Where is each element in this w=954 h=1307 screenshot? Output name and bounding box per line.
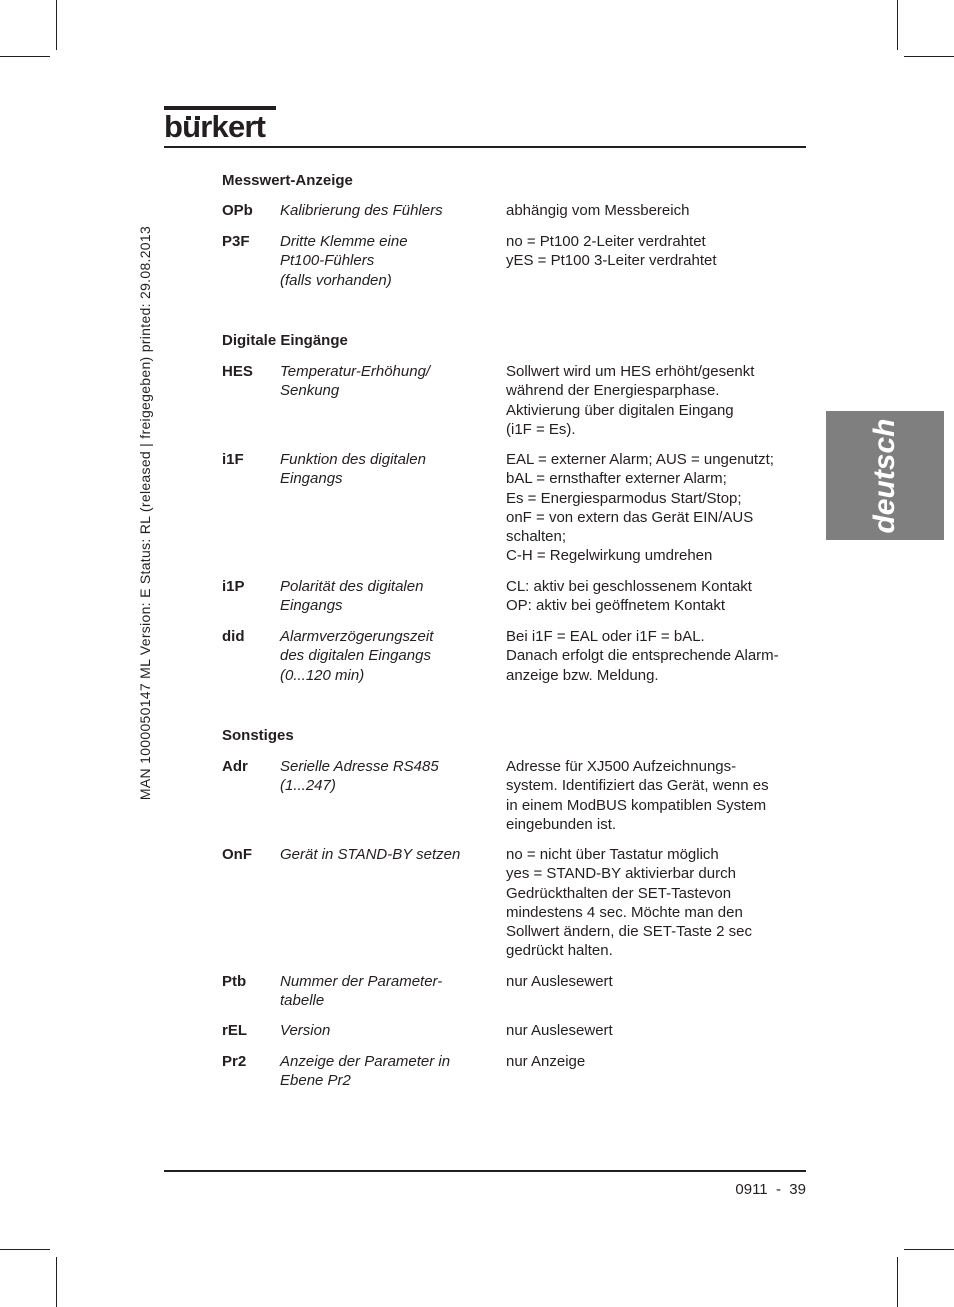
description-line: (0...120 min) [280,666,365,684]
value-line: EAL = externer Alarm; AUS = ungenutzt; [506,451,774,468]
document-status-note: MAN 1000050147 ML Version: E Status: RL (released | freigegeben) printed: 29.08.2013 [137,225,153,801]
parameter-description [280,757,495,796]
parameter-code: P3F [222,233,250,250]
description-line: Anzeige der Parameter in [280,1053,451,1070]
section-title: Sonstiges [222,727,294,744]
value-line: Danach erfolgt die entsprechende Alarm- [506,647,779,665]
parameter-code: did [222,628,245,645]
description-line: (falls vorhanden) [280,271,392,289]
value-line: Adresse für XJ500 Aufzeichnungs- [506,758,737,775]
description-line: Senkung [280,382,340,400]
parameter-value [506,362,806,439]
parameter-description [280,577,495,616]
description-line: Eingangs [280,470,343,488]
crop-mark [897,1257,898,1307]
value-line: (i1F = Es). [506,420,576,438]
parameter-description [280,232,495,290]
value-line: anzeige bzw. Meldung. [506,666,659,684]
crop-mark [56,1257,57,1307]
value-line: yES = Pt100 3-Leiter verdrahtet [506,252,717,270]
section-title: Messwert-Anzeige [222,172,353,189]
parameter-code: rEL [222,1022,248,1039]
value-line: onF = von extern das Gerät EIN/AUS [506,508,754,526]
header-rule [164,146,806,148]
language-tab-label: deutsch [868,417,901,534]
value-line: yes = STAND-BY aktivierbar durch [506,865,736,883]
description-line: Nummer der Parameter- [280,973,443,990]
parameter-value [506,972,806,991]
crop-mark [0,1249,50,1250]
parameter-code: i1P [222,578,245,595]
value-line: nur Anzeige [506,1053,586,1070]
value-line: gedrückt halten. [506,942,613,960]
parameter-code: OPb [222,202,253,219]
logo-glyphs [164,106,276,140]
crop-mark [904,56,954,57]
description-line: tabelle [280,992,325,1010]
value-line: mindestens 4 sec. Möchte man den [506,903,743,921]
parameter-value [506,577,806,616]
value-line: bAL = ernsthafter externer Alarm; [506,470,727,488]
value-line: schalten; [506,528,567,546]
value-line: während der Energiesparphase. [506,382,720,400]
burkert-logo [164,106,276,140]
description-line: Serielle Adresse RS485 [280,758,439,775]
description-line: Kalibrierung des Fühlers [280,202,443,219]
parameter-code: Pr2 [222,1053,247,1070]
parameter-value [506,1021,806,1040]
description-line: Funktion des digitalen [280,451,426,468]
value-line: system. Identifiziert das Gerät, wenn es [506,777,769,795]
parameter-code: OnF [222,846,252,863]
parameter-code: i1F [222,451,244,468]
description-line: Temperatur-Erhöhung/ [280,363,431,380]
description-line: Version [280,1022,331,1039]
value-line: no = nicht über Tastatur möglich [506,846,719,863]
parameter-value [506,627,806,685]
parameter-description [280,845,495,864]
description-line: Ebene Pr2 [280,1072,351,1090]
value-line: Es = Energiesparmodus Start/Stop; [506,489,742,507]
description-line: Polarität des digitalen [280,578,424,595]
value-line: eingebunden ist. [506,815,617,833]
crop-mark [56,0,57,50]
description-line: Eingangs [280,597,343,615]
value-line: Sollwert ändern, die SET-Taste 2 sec [506,923,752,941]
parameter-value [506,232,806,271]
parameter-description [280,627,495,685]
crop-mark [904,1249,954,1250]
language-tab [826,411,944,540]
parameter-description [280,450,495,489]
crop-mark [0,56,50,57]
parameter-value [506,201,806,220]
value-line: nur Auslesewert [506,1022,613,1039]
footer-rule [164,1170,806,1172]
crop-mark [897,0,898,50]
svg-text:burkert: burkert [164,109,266,140]
value-line: nur Auslesewert [506,973,613,990]
parameter-value [506,1052,806,1071]
value-line: Gedrückthalten der SET-Tastevon [506,884,732,902]
description-line: Gerät in STAND-BY setzen [280,846,461,863]
value-line: OP: aktiv bei geöffnetem Kontakt [506,597,726,615]
description-line: des digitalen Eingangs [280,647,431,665]
value-line: Aktivierung über digitalen Eingang [506,401,734,419]
parameter-code: Adr [222,758,248,775]
parameter-description [280,1052,495,1091]
page-number: 0911 - 39 [735,1181,806,1198]
parameter-value [506,450,806,566]
section-title: Digitale Eingänge [222,332,348,349]
value-line: abhängig vom Messbereich [506,202,690,219]
parameter-description [280,1021,495,1040]
description-line: Alarmverzögerungszeit [280,628,434,645]
value-line: no = Pt100 2-Leiter verdrahtet [506,233,706,250]
value-line: Sollwert wird um HES erhöht/gesenkt [506,363,755,380]
value-line: C-H = Regelwirkung umdrehen [506,547,713,565]
parameter-description [280,972,495,1011]
value-line: CL: aktiv bei geschlossenem Kontakt [506,578,752,595]
description-line: Dritte Klemme eine [280,233,408,250]
parameter-description [280,201,495,220]
parameter-code: HES [222,363,253,380]
parameter-code: Ptb [222,973,247,990]
parameter-description [280,362,495,401]
description-line: Pt100-Fühlers [280,252,375,270]
value-line: in einem ModBUS kompatiblen System [506,796,767,814]
parameter-value [506,757,806,834]
value-line: Bei i1F = EAL oder i1F = bAL. [506,628,705,645]
parameter-value [506,845,806,961]
description-line: (1...247) [280,777,336,795]
